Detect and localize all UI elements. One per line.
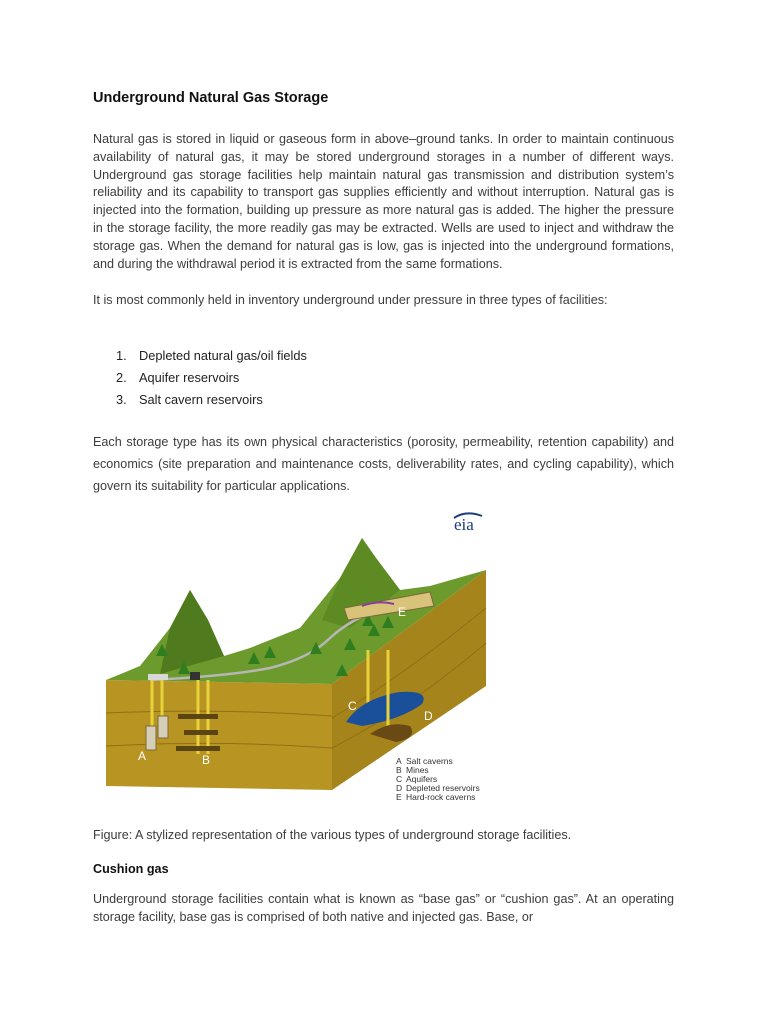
legend-key: C [396,774,403,784]
legend-text: Depleted reservoirs [406,783,480,793]
surface-facility [148,674,168,680]
label-b: B [202,753,211,767]
list-item [116,370,307,392]
list-item-number: 2. [116,370,127,385]
eia-logo: eia [454,515,474,534]
label-c: C [348,699,357,713]
legend [396,756,480,802]
figure-caption: Figure: A stylized representation of the various types of underground storage facilities. [93,828,572,842]
page-title: Underground Natural Gas Storage [93,90,329,106]
legend-text: Salt caverns [406,756,453,766]
legend-text: Hard-rock caverns [406,792,476,802]
facilities-paragraph: It is most commonly held in inventory underground under pressure in three types of facilities: [93,293,608,307]
salt-cavern [146,726,156,750]
list-item-text: Depleted natural gas/oil fields [139,348,307,363]
legend-key: E [396,792,402,802]
soil-front-face [106,680,332,790]
list-item-text: Aquifer reservoirs [139,370,240,385]
intro-paragraph: Natural gas is stored in liquid or gaseous form in above–ground tanks. In order to maintain continuous availability of natural gas, it may be stored underground storages in a number of different ways. Underground gas storage facilities help maintain natural gas transmission and distribution system’s reliability and its capability to transport gas supplies efficiently and without interruption. Natural gas is injected into the formation, building up pressure as more natural gas is added. The higher the pressure in the storage facility, the more readily gas may be extracted. Wells are used to inject and withdraw the storage gas. When the demand for natural gas is low, gas is injected into the underground formations, and during the withdrawal period it is extracted from the same formations. [93,132,674,271]
legend-key: D [396,783,403,793]
mine-tunnel [176,746,220,751]
storage-types-list [116,348,307,414]
compressor-station [190,672,200,680]
label-e: E [398,605,407,619]
list-item-number: 3. [116,392,127,407]
section-heading: Cushion gas [93,862,169,876]
mine-tunnel [178,714,218,719]
cushion-gas-paragraph: Underground storage facilities contain what is known as “base gas” or “cushion gas”. At an operating storage facility, base gas is comprised of both native and injected gas. Base, or [93,892,674,924]
legend-text: Aquifers [406,774,438,784]
legend-text: Mines [406,765,429,775]
mine-tunnel [184,730,218,735]
list-item-number: 1. [116,348,127,363]
list-item [116,348,307,370]
legend-key: A [396,756,402,766]
list-item [116,392,307,414]
label-a: A [138,749,147,763]
legend-key: B [396,765,402,775]
list-item-text: Salt cavern reservoirs [139,392,263,407]
storage-diagram [100,508,500,808]
salt-cavern [158,716,168,738]
label-d: D [424,709,433,723]
characteristics-paragraph: Each storage type has its own physical characteristics (porosity, permeability, retention capability) and economics (site preparation and maintenance costs, deliverability rates, and cycling capability), which govern its suitability for particular applications. [93,435,674,493]
